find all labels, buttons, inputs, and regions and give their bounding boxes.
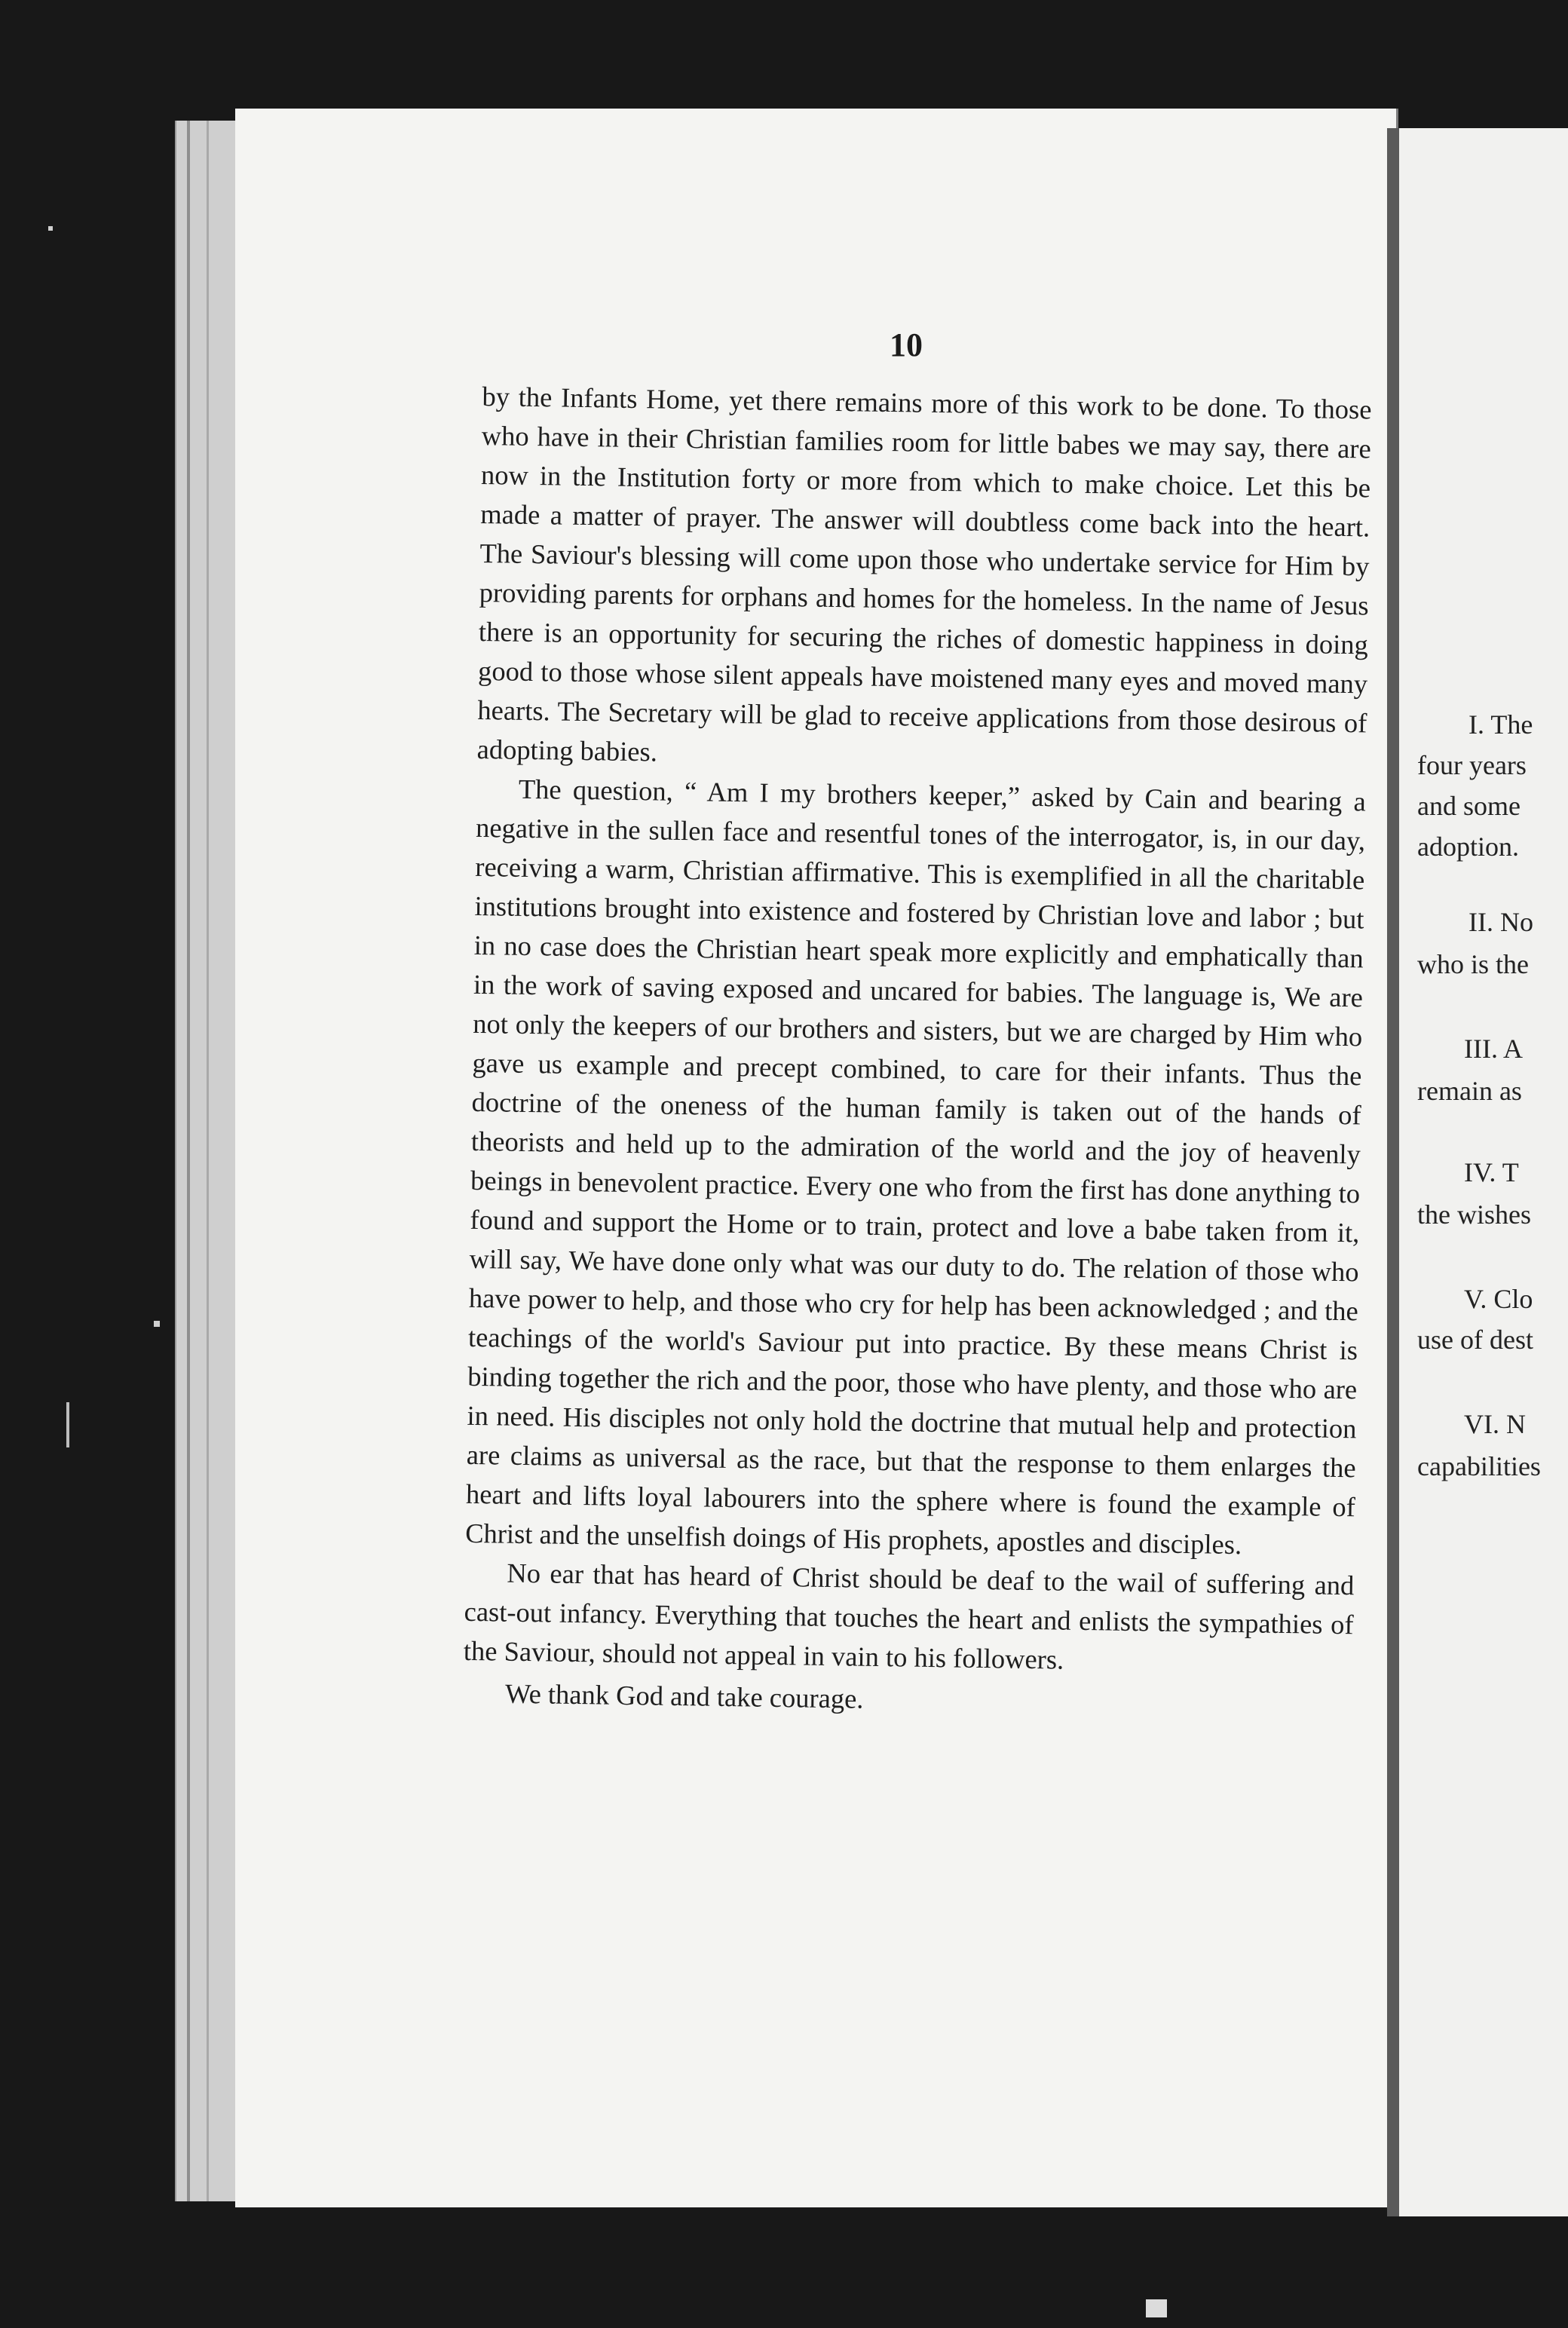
right-line: II. No (1468, 907, 1533, 937)
right-line: four years (1417, 750, 1527, 780)
right-line: I. The (1468, 709, 1533, 740)
dust-speck (154, 1321, 160, 1327)
page-number: 10 (890, 326, 923, 363)
right-line: and some (1417, 791, 1521, 821)
paragraph-1: by the Infants Home, yet there remains more of this work to be done. To those who have in their Christian families room for little babes we may say, there are now in the Institution forty or more from which to make choice. Let this be made a matter of prayer. The answer will doubtless come back into the heart. The Saviour's blessing will come upon those who undertake service for Him by providing parents for orphans and homes for the homeless. In the name of Jesus there is an opportunity for securing the riches of domestic happiness in doing good to those whose silent appeals have moistened many eyes and moved many hearts. The Secretary will be glad to receive applications from those desirous of adopting babies. (476, 380, 1372, 767)
right-line: the wishes (1417, 1199, 1531, 1230)
right-line: use of dest (1417, 1325, 1533, 1355)
right-line: adoption. (1417, 832, 1519, 862)
page-stack-edges (175, 121, 237, 2201)
right-line: capabilities (1417, 1451, 1541, 1481)
dust-mark (66, 1402, 69, 1447)
book-gutter (1387, 128, 1399, 2216)
paragraph-2: The question, “ Am I my brothers keeper,” asked by Cain and bearing a negative in the sullen face and resentful tones of the interrogator, is, in our day, receiving a warm, Christian affirmative. This is exemplified in all the charitable institutions brought into existence and fostered by Christian love and labor ; but in no case does the Christian heart speak more explicitly and emphatically than in the work of saving exposed and uncared for babies. The language is, We are not only the keepers of our brothers and sisters, but we are charged by Him who gave us example and precept combined, to care for their infants. Thus the doctrine of the oneness of the human family is taken out of the hands of theorists and held up to the admiration of the world and the joy of heavenly beings in benevolent practice. Every one who from the first has done anything to found and support the Home or to train, protect and love a babe taken from it, will say, We have done only what was our duty to do. The relation of those who have power to help, and those who cry for help has been acknowledged ; and the teachings of the world's Saviour put into practice. By these means Christ is binding together the rich and the poor, those who have plenty, and those who are in need. His disciples not only hold the doctrine that mutual help and protection are claims as universal as the race, but that the response to them enlarges the heart and lifts loyal labourers into the sphere where is found the example of Christ and the unselfish doings of His prophets, apostles and disciples. (464, 773, 1367, 1561)
right-line: who is the (1417, 949, 1529, 979)
dust-speck (1146, 2299, 1167, 2317)
right-line: IV. T (1464, 1157, 1519, 1187)
right-line: remain as (1417, 1076, 1522, 1106)
right-line: VI. N (1464, 1409, 1526, 1439)
right-line: III. A (1464, 1034, 1523, 1064)
paragraph-4: We thank God and take courage. (504, 1677, 864, 1714)
body-text (463, 377, 1372, 1726)
paragraph-3: No ear that has heard of Christ should be deaf to the wail of suffering and cast-out infancy. Everything that touches the heart and enlists the sympathies of the Saviour, should not appeal in vain to his followers. (463, 1557, 1355, 1675)
dust-speck (48, 226, 53, 231)
right-line: V. Clo (1464, 1284, 1533, 1314)
